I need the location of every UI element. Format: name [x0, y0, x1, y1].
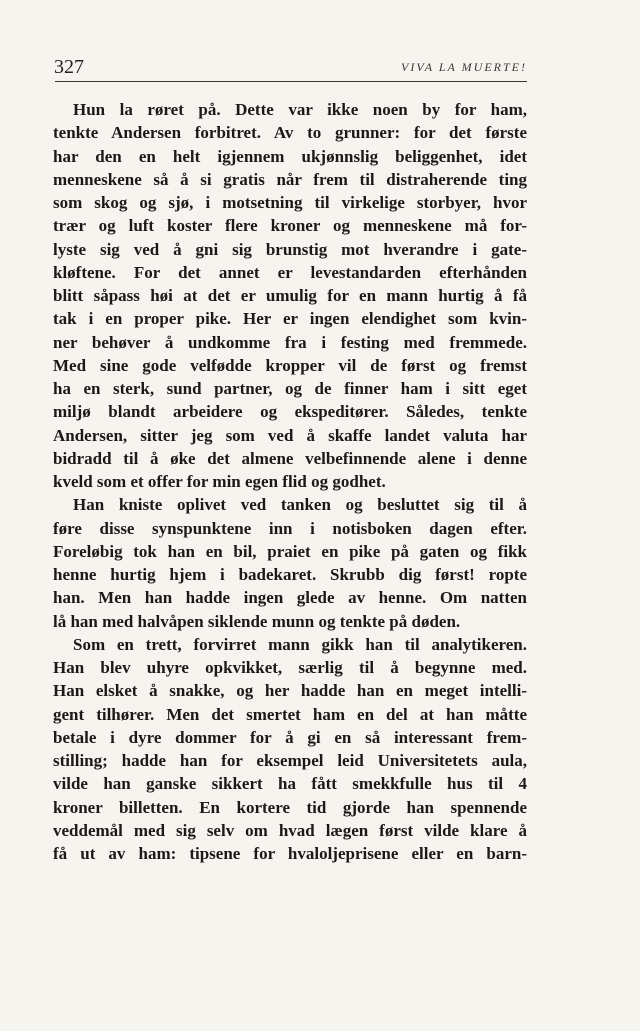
text-line: bidradd til å øke det almene velbefinnende alene i denne	[53, 448, 527, 468]
body-text	[53, 98, 527, 865]
text-line: føre disse synspunktene inn i notisboken dagen efter.	[53, 518, 527, 538]
text-line: Andersen, sitter jeg som ved å skaffe landet valuta har	[53, 425, 527, 445]
page-number: 327	[54, 56, 84, 78]
text-line: miljø blandt arbeidere og ekspeditører. Således, tenkte	[53, 402, 527, 422]
text-line: betale i dyre dommer for å gi en så interessant frem-	[53, 727, 527, 747]
text-line: vilde han ganske sikkert ha fått smekkfulle hus til 4	[53, 774, 527, 794]
text-line: ner behøver å undkomme fra i festing med fremmede.	[53, 332, 527, 352]
text-line: Han elsket å snakke, og her hadde han en meget intelli-	[53, 681, 527, 701]
text-line: kløftene. For det annet er levestandarden efterhånden	[53, 262, 527, 282]
running-head: VIVA LA MUERTE!	[401, 60, 527, 74]
text-line: kveld som et offer for min egen flid og godhet.	[53, 472, 386, 491]
text-line: veddemål med sig selv om hvad lægen først vilde klare å	[53, 820, 527, 840]
text-line: gent tilhører. Men det smertet ham en del at han måtte	[53, 704, 527, 724]
text-line: han. Men han hadde ingen glede av henne. Om natten	[53, 588, 527, 608]
text-line: lå han med halvåpen siklende munn og tenkte på døden.	[53, 611, 461, 631]
text-line: Hun la røret på. Dette var ikke noen by for ham,	[73, 100, 527, 119]
text-line: menneskene så å si gratis når frem til distraherende ting	[53, 169, 527, 189]
text-line: Han blev uhyre opkvikket, særlig til å begynne med.	[53, 658, 527, 677]
text-line: lyste sig ved å gni sig brunstig mot hverandre i gate-	[53, 239, 527, 259]
text-line: tenkte Andersen forbitret. Av to grunner: for det første	[53, 123, 527, 143]
text-line: Som en trett, forvirret mann gikk han til analytikeren.	[73, 634, 527, 654]
text-line: trær og luft koster flere kroner og menneskene må for-	[53, 216, 527, 236]
header-rule	[55, 81, 527, 82]
text-line: få ut av ham: tipsene for hvaloljeprisene eller en barn-	[53, 844, 527, 863]
text-line: som skog og sjø, i motsetning til virkelige storbyer, hvor	[53, 193, 527, 212]
text-line: blitt såpass høi at det er umulig for en mann hurtig å få	[53, 286, 527, 305]
text-line: Han kniste oplivet ved tanken og besluttet sig til å	[73, 495, 527, 515]
text-line: har den en helt igjennem ukjønnslig beliggenhet, idet	[53, 146, 527, 166]
text-line: stilling; hadde han for eksempel leid Universitetets aula,	[53, 751, 527, 770]
text-line: Foreløbig tok han en bil, praiet en pike på gaten og fikk	[53, 541, 527, 561]
text-line: Med sine gode velfødde kropper vil de først og fremst	[53, 355, 527, 375]
text-line: kroner billetten. En kortere tid gjorde han spennende	[53, 797, 527, 817]
text-line: henne hurtig hjem i badekaret. Skrubb dig først! ropte	[53, 565, 527, 584]
text-line: tak i en proper pike. Her er ingen elendighet som kvin-	[53, 309, 527, 329]
text-line: ha en sterk, sund partner, og de finner ham i sitt eget	[53, 379, 527, 398]
page-header	[53, 55, 527, 81]
